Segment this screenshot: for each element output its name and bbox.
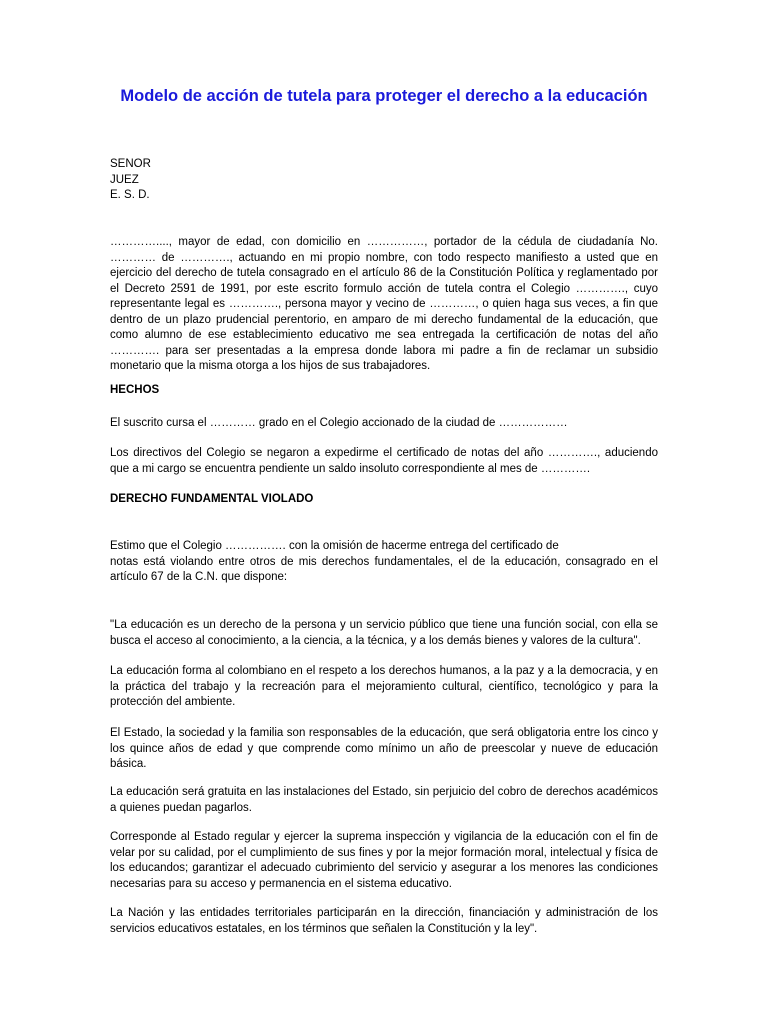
quote-paragraph-3: El Estado, la sociedad y la familia son responsables de la educación, que será obligatoria entre los cinco y los quince años de edad y que comprende como mínimo un año de preescolar y nueve de educación básica. <box>110 727 658 770</box>
quote-paragraph-5: Corresponde al Estado regular y ejercer la suprema inspección y vigilancia de la educación con el fin de velar por su calidad, por el cumplimiento de sus fines y por la mejor formación moral, intelectual y física de los educandos; garantizar el adecuado cubrimiento del servicio y asegurar a los menores las condiciones necesarias para su acceso y permanencia en el sistema educativo. <box>110 831 658 890</box>
document-title: Modelo de acción de tutela para proteger el derecho a la educación <box>120 87 648 105</box>
quote-paragraph-2: La educación forma al colombiano en el respeto a los derechos humanos, a la paz y a la democracia, y en la práctica del trabajo y la recreación para el mejoramiento cultural, científico, tecnológico y para la protección del ambiente. <box>110 665 658 708</box>
heading-derecho-fundamental: DERECHO FUNDAMENTAL VIOLADO <box>110 493 314 505</box>
estimo-first-line: Estimo que el Colegio ……………. con la omisión de hacerme entrega del certificado de <box>110 540 559 552</box>
hechos-paragraph-1: El suscrito cursa el ………… grado en el Colegio accionado de la ciudad de ……………… <box>110 417 568 429</box>
estimo-rest: notas está violando entre otros de mis derechos fundamentales, el de la educación, consagrado en el artículo 67 de la C.N. que dispone: <box>110 555 658 583</box>
intro-paragraph: …………...., mayor de edad, con domicilio en ……………, portador de la cédula de ciudadanía No. ………… de …………., actuando en mi propio nombre, con todo respecto manifiesto a usted que en ejercicio del derecho de tutela consagrado en el artículo 86 de la Constitución Política y reglamentado por el Decreto 2591 de 1991, por este escrito formulo acción de tutela contra el Colegio …………., cuyo representante legal es …………., persona mayor y vecino de …………, o quien haga sus veces, a fin que dentro de un plazo prudencial perentorio, en amparo de mi derecho fundamental de la educación, que como alumno de ese establecimiento educativo me sea entregada la certificación de notas del año …………. para ser presentadas a la empresa donde labora mi padre a fin de reclamar un subsidio monetario que la misma otorga a los hijos de sus trabajadores. <box>110 236 658 372</box>
addressee-block <box>110 157 151 204</box>
quote-paragraph-6: La Nación y las entidades territoriales participarán en la dirección, financiación y administración de los servicios educativos estatales, en los términos que señalen la Constitución y la ley". <box>110 907 658 935</box>
quote-paragraph-4: La educación será gratuita en las instalaciones del Estado, sin perjuicio del cobro de derechos académicos a quienes puedan pagarlos. <box>110 786 658 814</box>
heading-hechos: HECHOS <box>110 384 160 396</box>
addressee-line: JUEZ <box>110 173 139 186</box>
hechos-paragraph-2: Los directivos del Colegio se negaron a expedirme el certificado de notas del año …………., aduciendo que a mi cargo se encuentra pendiente un saldo insoluto correspondiente al mes de …………. <box>110 447 658 475</box>
quote-paragraph-1: "La educación es un derecho de la persona y un servicio público que tiene una función social, con ella se busca el acceso al conocimiento, a la ciencia, a la técnica, y a los demás bienes y valores de la cultura". <box>110 619 658 647</box>
addressee-line: SENOR <box>110 158 151 170</box>
estimo-paragraph <box>110 539 658 586</box>
addressee-line: E. S. D. <box>110 189 150 201</box>
